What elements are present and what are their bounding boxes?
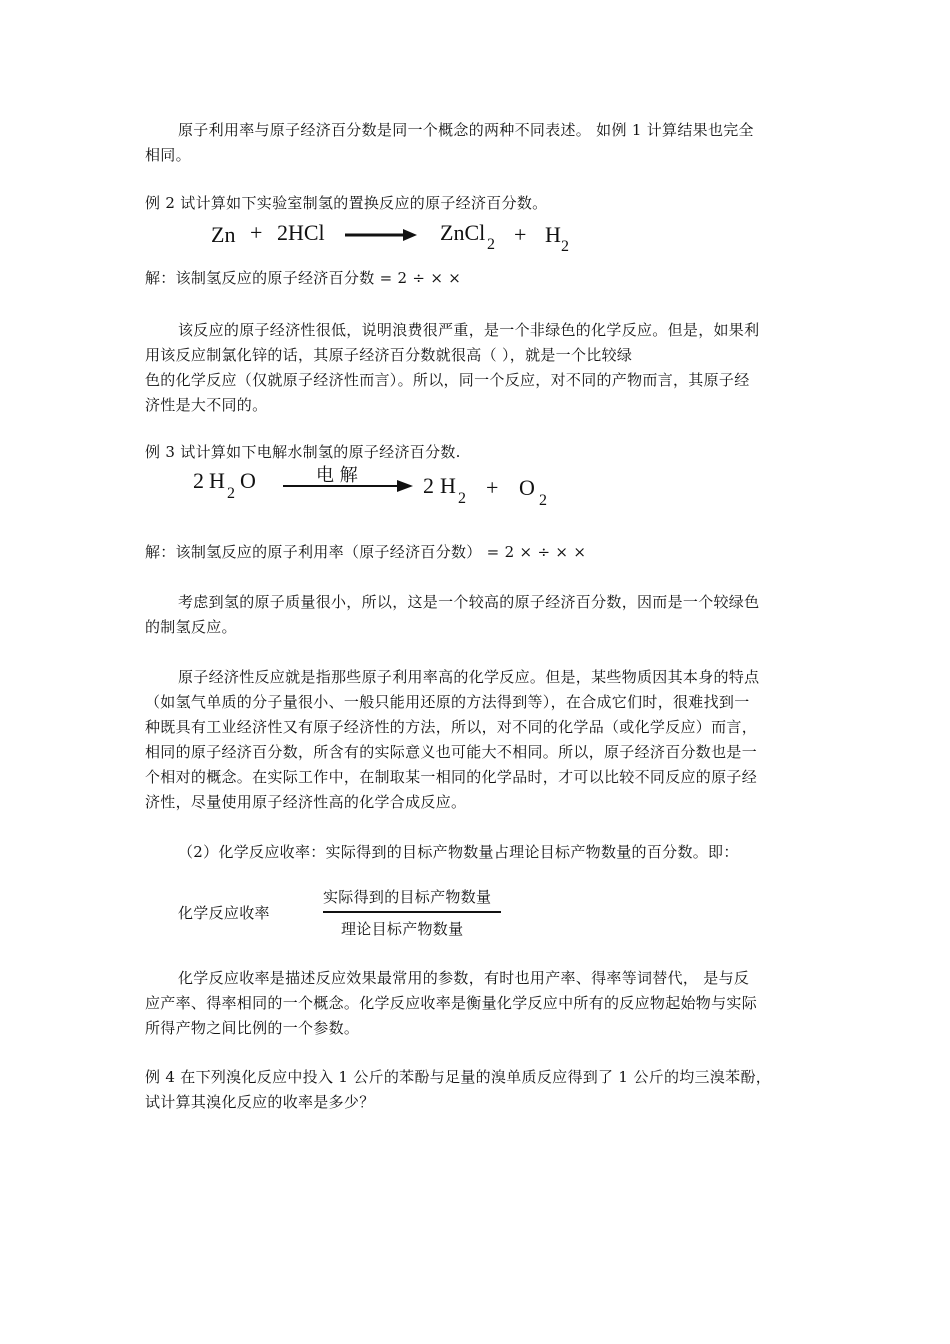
formula-label: 化学反应收率 xyxy=(178,904,270,922)
paragraph-line: 种既具有工业经济性又有原子经济性的方法，所以，对不同的化学品（或化学反应）而言， xyxy=(145,718,758,736)
paragraph-line: 的制氢反应。 xyxy=(145,618,237,636)
product-o: O xyxy=(519,475,535,500)
subscript: 2 xyxy=(227,485,235,502)
product-zncl: ZnCl xyxy=(440,220,486,245)
example-2-solution: 解：该制氢反应的原子经济百分数 = 2 ÷ × × xyxy=(145,269,462,287)
reactant-zn: Zn xyxy=(211,222,236,247)
paragraph-line: 相同的原子经济百分数，所含有的实际意义也可能大不相同。所以，原子经济百分数也是一 xyxy=(145,743,758,761)
example-3-solution: 解：该制氢反应的原子利用率（原子经济百分数） = 2 × ÷ × × xyxy=(145,543,587,561)
coefficient: 2 xyxy=(423,473,434,498)
example-4-question: 试计算其溴化反应的收率是多少？ xyxy=(145,1093,375,1111)
example-2-title: 例 2 试计算如下实验室制氢的置换反应的原子经济百分数。 xyxy=(145,194,548,212)
paragraph-line: 济性是大不同的。 xyxy=(145,396,268,414)
paragraph-line: 化学反应收率是描述反应效果最常用的参数，有时也用产率、得率等词替代， 是与反 xyxy=(178,969,750,987)
paragraph-line: 原子利用率与原子经济百分数是同一个概念的两种不同表述。 如例 1 计算结果也完全 xyxy=(178,121,754,139)
subscript: 2 xyxy=(561,238,569,255)
paragraph-line: （如氢气单质的分子量很小、一般只能用还原的方法得到等），在合成它们时，很难找到一 xyxy=(145,693,750,711)
reaction-arrow xyxy=(345,228,417,242)
coefficient: 2 xyxy=(193,468,204,493)
plus-sign: + xyxy=(514,222,527,247)
formula-denominator: 理论目标产物数量 xyxy=(341,920,464,938)
paragraph-line: 所得产物之间比例的一个参数。 xyxy=(145,1019,360,1037)
reactant-hcl: 2HCl xyxy=(277,220,325,245)
subscript: 2 xyxy=(539,492,547,509)
subscript: 2 xyxy=(487,236,495,253)
example-3-title: 例 3 试计算如下电解水制氢的原子经济百分数. xyxy=(145,443,461,461)
product-h: H xyxy=(545,222,561,247)
paragraph-line: 应产率、得率相同的一个概念。化学反应收率是衡量化学反应中所有的反应物起始物与实际 xyxy=(145,994,758,1012)
reactant-h: H xyxy=(209,468,225,493)
plus-sign: + xyxy=(486,475,499,500)
paragraph-line: 该反应的原子经济性很低，说明浪费很严重，是一个非绿色的化学反应。但是，如果利 xyxy=(178,321,760,339)
paragraph-line: 相同。 xyxy=(145,146,191,164)
paragraph-line: 色的化学反应（仅就原子经济性而言）。所以，同一个反应，对不同的产物而言，其原子经 xyxy=(145,371,750,389)
reactant-o: O xyxy=(240,468,256,493)
section-heading: （2）化学反应收率：实际得到的目标产物数量占理论目标产物数量的百分数。即： xyxy=(178,843,739,861)
subscript: 2 xyxy=(458,490,466,507)
paragraph-line: 用该反应制氯化锌的话，其原子经济百分数就很高（ ），就是一个比较绿 xyxy=(145,346,633,364)
paragraph-line: 原子经济性反应就是指那些原子利用率高的化学反应。但是，某些物质因其本身的特点 xyxy=(178,668,760,686)
paragraph-line: 济性，尽量使用原子经济性高的化学合成反应。 xyxy=(145,793,467,811)
paragraph-line: 个相对的概念。在实际工作中，在制取某一相同的化学品时，才可以比较不同反应的原子经 xyxy=(145,768,758,786)
paragraph-line: 考虑到氢的原子质量很小，所以，这是一个较高的原子经济百分数，因而是一个较绿色 xyxy=(178,593,760,611)
reaction-arrow xyxy=(283,479,413,493)
plus-sign: + xyxy=(250,220,263,245)
formula-numerator: 实际得到的目标产物数量 xyxy=(323,888,492,906)
fraction-bar xyxy=(323,911,501,913)
reaction-condition: 电 解 xyxy=(316,465,358,486)
example-4-title: 例 4 在下列溴化反应中投入 1 公斤的苯酚与足量的溴单质反应得到了 1 公斤的均三溴苯酚， xyxy=(145,1068,772,1086)
product-h: H xyxy=(440,473,456,498)
